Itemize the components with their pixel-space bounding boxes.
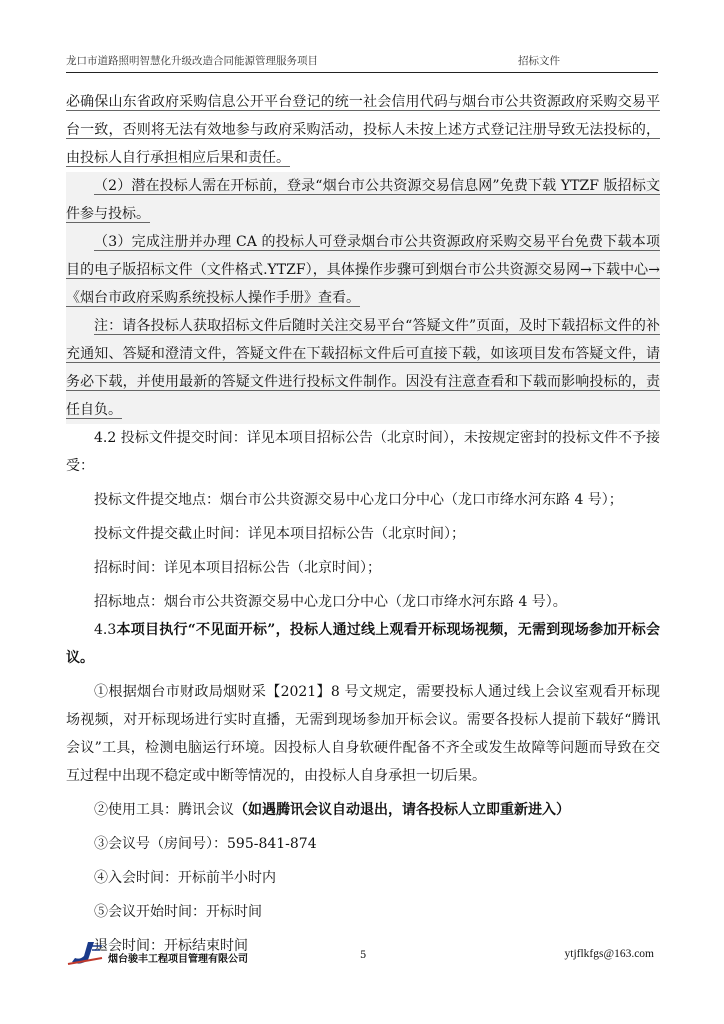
meeting-tool-warning: （如遇腾讯会议自动退出，请各投标人立即重新进入）	[234, 802, 570, 818]
paragraph-bid-opening-location: 招标地点：烟台市公共资源交易中心龙口分中心（龙口市绛水河东路 4 号）。	[94, 594, 567, 610]
footer-company-name: 烟台骏丰工程项目管理有限公司	[108, 954, 248, 965]
footer-email: ytjflkfgs@163.com	[564, 948, 654, 960]
section-number: 4.3	[94, 622, 117, 638]
paragraph-submission-location: 投标文件提交地点：烟台市公共资源交易中心龙口分中心（龙口市绛水河东路 4 号）；	[94, 492, 623, 508]
document-body	[66, 88, 660, 960]
paragraph-submission-time: 4.2 投标文件提交时间：详见本项目招标公告（北京时间），未按规定密封的投标文件不予接受：	[66, 430, 660, 474]
paragraph-remote-opening	[66, 616, 660, 672]
header-project-title: 龙口市道路照明智慧化升级改造合同能源管理服务项目	[66, 55, 318, 67]
paragraph-submission-deadline: 投标文件提交截止时间：详见本项目招标公告（北京时间）；	[94, 526, 465, 542]
paragraph-ca-download: （3）完成注册并办理 CA 的投标人可登录烟台市公共资源政府采购交易平台免费下载本项目的电子版招标文件（文件格式.YTZF），具体操作步骤可到烟台市公共资源交易网→下载中心→《烟台市政府采购系统投标人操作手册》查看。	[66, 228, 660, 312]
company-logo-icon	[66, 936, 106, 968]
paragraph-start-time: ⑤会议开始时间：开标时间	[94, 904, 262, 920]
header-doc-type: 招标文件	[518, 55, 560, 67]
paragraph-qa-notice: 注：请各投标人获取招标文件后随时关注交易平台“答疑文件”页面，及时下载招标文件的补充通知、答疑和澄清文件，答疑文件在下载招标文件后可直接下载，如该项目发布答疑文件，请务必下载，并使用最新的答疑文件进行投标文件制作。因没有注意查看和下载而影响投标的，责任自负。	[66, 312, 660, 424]
paragraph-exit-time: 退会时间：开标结束时间	[94, 938, 248, 954]
paragraph-registration-note: 必确保山东省政府采购信息公开平台登记的统一社会信用代码与烟台市公共资源政府采购交易平台一致，否则将无法有效地参与政府采购活动，投标人未按上述方式登记注册导致无法投标的，由投标人自行承担相应后果和责任。	[66, 94, 660, 166]
paragraph-meeting-id: ③会议号（房间号）：595-841-874	[94, 836, 317, 852]
paragraph-meeting-tool	[66, 796, 660, 824]
paragraph-bid-opening-time: 招标时间：详见本项目招标公告（北京时间）；	[94, 560, 381, 576]
page-header	[66, 50, 658, 73]
remote-opening-statement: 本项目执行“不见面开标”，投标人通过线上观看开标现场视频，无需到现场参加开标会议。	[66, 622, 660, 666]
page-footer	[66, 936, 658, 976]
paragraph-download-ytzf: （2）潜在投标人需在开标前，登录“烟台市公共资源交易信息网”免费下载 YTZF 版招标文件参与投标。	[66, 172, 660, 228]
paragraph-join-time: ④入会时间：开标前半小时内	[94, 870, 276, 886]
page-number: 5	[360, 950, 367, 961]
meeting-tool-label: ②使用工具：腾讯会议	[94, 802, 234, 818]
paragraph-online-meeting-rules: ①根据烟台市财政局烟财采【2021】8 号文规定，需要投标人通过线上会议室观看开标现场视频，对开标现场进行实时直播，无需到现场参加开标会议。需要各投标人提前下载好“腾讯会议”工具，检测电脑运行环境。因投标人自身软硬件配备不齐全或发生故障等问题而导致在交互过程中出现不稳定或中断等情况的，由投标人自身承担一切后果。	[66, 684, 660, 784]
